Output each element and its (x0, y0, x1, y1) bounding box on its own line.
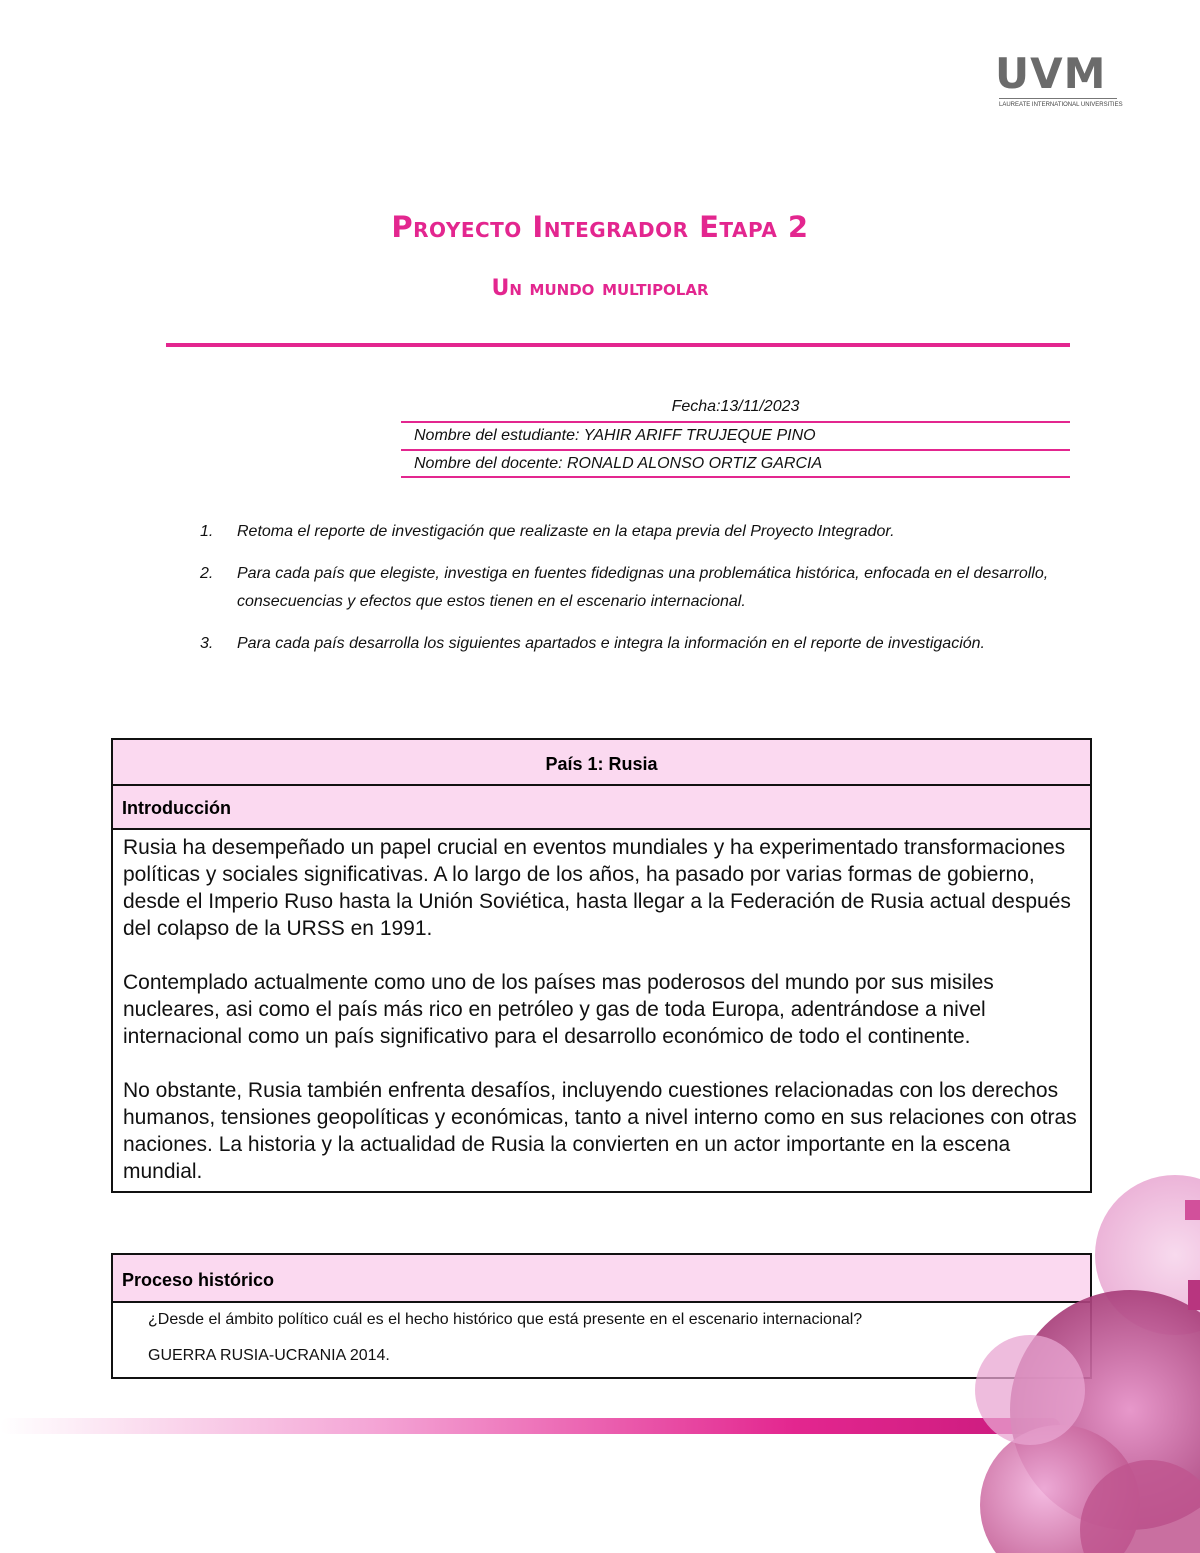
instruction-item (200, 560, 1072, 616)
document-subtitle: Un mundo multipolar (491, 276, 709, 301)
instruction-item (200, 630, 1072, 658)
pink-band (0, 1418, 1060, 1434)
instruction-number: 1. (200, 523, 214, 540)
title-divider (166, 343, 1070, 347)
date-field: Fecha:13/11/2023 (671, 398, 800, 415)
country-table (111, 738, 1092, 1193)
intro-body (113, 830, 1090, 1191)
logo-text: UVM (995, 49, 1107, 98)
intro-paragraph: Contemplado actualmente como uno de los países mas poderosos del mundo por sus misiles nucleares, asi como el país más rico en petróleo y gas de toda Europa, adentrándose a nivel internacional como un país significativo para el desarrollo económico de todo el continente. (123, 971, 994, 1048)
deco-circle (975, 1335, 1085, 1445)
instruction-item (200, 518, 1072, 546)
deco-block (1185, 1200, 1200, 1220)
intro-paragraph: No obstante, Rusia también enfrenta desafíos, incluyendo cuestiones relacionadas con los derechos humanos, tensiones geopolíticas y económicas, tanto a nivel interno como en sus relaciones con otras naciones. La historia y la actualidad de Rusia la convierten en un actor importante en la escena mundial. (123, 1079, 1077, 1183)
instructions-list (200, 518, 1072, 672)
instruction-number: 3. (200, 635, 214, 652)
instruction-text: Para cada país que elegiste, investiga en fuentes fidedignas una problemática histórica, enfocada en el desarrollo, consecuencias y efectos que estos tienen en el escenario internacional. (237, 565, 1049, 610)
student-name-field: Nombre del estudiante: YAHIR ARIFF TRUJEQUE PINO (414, 427, 816, 444)
deco-block (1188, 1280, 1200, 1310)
logo-tagline: LAUREATE INTERNATIONAL UNIVERSITIES (999, 102, 1123, 108)
teacher-name-field: Nombre del docente: RONALD ALONSO ORTIZ GARCIA (414, 455, 823, 472)
logo-divider (999, 98, 1117, 99)
instruction-text: Retoma el reporte de investigación que realizaste en la etapa previa del Proyecto Integrador. (237, 523, 895, 540)
intro-paragraph: Rusia ha desempeñado un papel crucial en eventos mundiales y ha experimentado transformaciones políticas y sociales significativas. A lo largo de los años, ha pasado por varias formas de gobierno, desde el Imperio Ruso hasta la Unión Soviética, hasta llegar a la Federación de Rusia actual después del colapso de la URSS en 1991. (123, 836, 1071, 940)
process-question: ¿Desde el ámbito político cuál es el hecho histórico que está presente en el escenario internacional? (148, 1311, 863, 1328)
student-underline (401, 449, 1070, 451)
uvm-logo (995, 49, 1123, 110)
decorative-footer-graphic (0, 1160, 1200, 1553)
process-answer: GUERRA RUSIA-UCRANIA 2014. (148, 1347, 390, 1364)
date-underline (401, 421, 1070, 423)
document-title: Proyecto Integrador Etapa 2 (391, 210, 809, 244)
process-label: Proceso histórico (113, 1255, 1090, 1303)
intro-label: Introducción (113, 786, 1090, 830)
instruction-text: Para cada país desarrolla los siguientes apartados e integra la información en el reporte de investigación. (237, 635, 985, 652)
teacher-underline (401, 476, 1070, 478)
country-header: País 1: Rusia (113, 740, 1090, 786)
instruction-number: 2. (200, 565, 214, 582)
